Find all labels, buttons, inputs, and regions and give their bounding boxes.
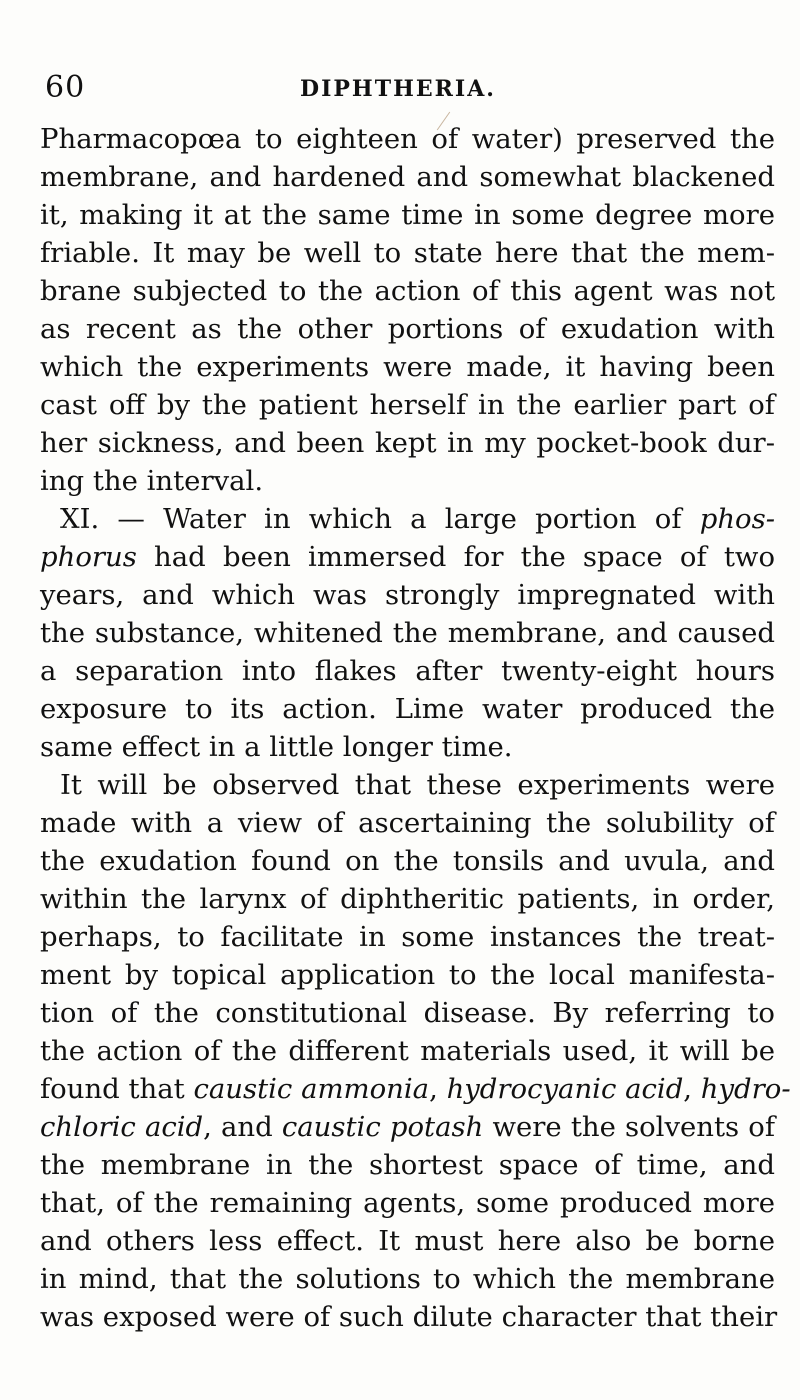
text-line: membrane, and hardened and somewhat blackened: [40, 161, 775, 193]
text-line: It will be observed that these experiments were: [60, 769, 775, 801]
text-line: [40, 500, 775, 538]
italic-term: caustic potash: [281, 1111, 484, 1143]
text-line: brane subjected to the action of this agent was not: [40, 275, 775, 307]
italic-term: caustic ammonia: [193, 1073, 430, 1105]
text-line: the membrane in the shortest space of time, and: [40, 1149, 775, 1181]
italic-term: phos-: [699, 503, 775, 535]
text-line: the exudation found on the tonsils and uvula, and: [40, 845, 775, 877]
text-line: friable. It may be well to state here that the mem-: [40, 237, 775, 269]
text-line: the action of the different materials used, it will be: [40, 1035, 775, 1067]
italic-term: phorus: [40, 541, 137, 573]
text-line: exposure to its action. Lime water produced the: [40, 693, 775, 725]
text-line: [40, 1070, 791, 1108]
text-run: found that: [40, 1073, 194, 1105]
text-line: same effect in a little longer time.: [40, 731, 513, 763]
text-line: was exposed were of such dilute character that their: [40, 1301, 778, 1333]
page-number: 60: [45, 70, 86, 105]
text-line: as recent as the other portions of exudation with: [40, 313, 775, 345]
text-run: were the solvents of: [483, 1111, 776, 1143]
text-run: had been immersed for the space of two: [136, 541, 775, 573]
text-line: cast off by the patient herself in the earlier part of: [40, 389, 775, 421]
italic-term: hydro-: [700, 1073, 791, 1105]
text-line: it, making it at the same time in some degree more: [40, 199, 775, 231]
text-line: within the larynx of diphtheritic patients, in order,: [40, 883, 775, 915]
italic-term: chloric acid: [40, 1111, 204, 1143]
text-line: years, and which was strongly impregnated with: [40, 579, 775, 611]
running-title: DIPHTHERIA.: [300, 76, 496, 102]
text-line: in mind, that the solutions to which the membrane: [40, 1263, 775, 1295]
text-line: tion of the constitutional disease. By referring to: [40, 997, 775, 1029]
body-text: [40, 120, 791, 1336]
text-line: ment by topical application to the local manifesta-: [40, 959, 775, 991]
text-line: that, of the remaining agents, some produced more: [40, 1187, 775, 1219]
text-line: which the experiments were made, it having been: [40, 351, 775, 383]
text-line: Pharmacopœa to eighteen of water) preserved the: [40, 123, 775, 155]
text-line: her sickness, and been kept in my pocket-book dur-: [40, 427, 775, 459]
text-run: XI. — Water in which a large portion of: [60, 503, 700, 535]
text-run: ,: [683, 1073, 701, 1105]
text-line: [40, 1108, 775, 1146]
text-run: , and: [203, 1111, 282, 1143]
text-run: ,: [429, 1073, 447, 1105]
text-line: and others less effect. It must here also be borne: [40, 1225, 775, 1257]
page-header: [45, 70, 745, 110]
text-line: [40, 538, 775, 576]
italic-term: hydrocyanic acid: [446, 1073, 684, 1105]
text-line: perhaps, to facilitate in some instances the treat-: [40, 921, 775, 953]
text-line: a separation into flakes after twenty-eight hours: [40, 655, 775, 687]
text-line: made with a view of ascertaining the solubility of: [40, 807, 775, 839]
text-line: ing the interval.: [40, 465, 264, 497]
text-line: the substance, whitened the membrane, and caused: [40, 617, 775, 649]
